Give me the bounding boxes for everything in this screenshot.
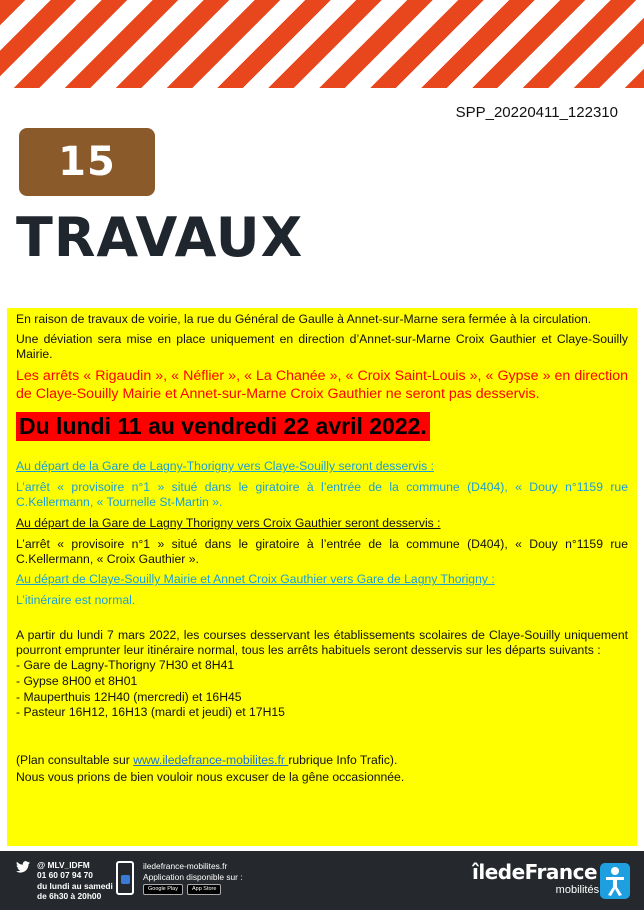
section1-text: L’arrêt « provisoire n°1 » situé dans le giratoire à l’entrée de la commune (D404), « Douy n°1159 rue C.Kellermann, « Tournelle St-Martin ». — [16, 480, 628, 510]
departure-item: - Pasteur 16H12, 16H13 (mardi et jeudi) et 17H15 — [16, 705, 285, 720]
plan-text — [16, 753, 628, 768]
site-info — [143, 861, 243, 882]
section3-heading: Au départ de Claye-Souilly Mairie et Annet Croix Gauthier vers Gare de Lagny Thorigny : — [16, 572, 495, 587]
app-available-text: Application disponible sur : — [143, 871, 243, 882]
smartphone-icon — [116, 861, 134, 895]
reference-code: SPP_20220411_122310 — [455, 104, 618, 121]
section2-text: L’arrêt « provisoire n°1 » situé dans le giratoire à l’entrée de la commune (D404), « Douy n°1159 rue C.Kellermann, « Croix Gauthier ». — [16, 537, 628, 567]
brand-ile: île — [472, 860, 498, 884]
phone-number: 01 60 07 94 70 — [37, 870, 93, 881]
app-store-badge[interactable]: App Store — [187, 884, 221, 895]
plan-prefix: (Plan consultable sur — [16, 752, 134, 767]
stops-not-served-text: Les arrêts « Rigaudin », « Néflier », « La Chanée », « Croix Saint-Louis », « Gypse » en direction de Claye-Souilly Mairie et Annet-sur-Marne Croix Gauthier ne seront pas desservis. — [16, 368, 628, 403]
brand-france: France — [524, 860, 598, 884]
departures-list — [16, 658, 628, 720]
departure-item: - Mauperthuis 12H40 (mercredi) et 16H45 — [16, 689, 242, 704]
section2-heading: Au départ de la Gare de Lagny Thorigny vers Croix Gauthier seront desservis : — [16, 516, 441, 531]
plan-suffix: rubrique Info Trafic). — [288, 752, 398, 767]
line-number: 15 — [58, 139, 116, 185]
apology-text: Nous vous prions de bien vouloir nous excuser de la gêne occasionnée. — [16, 769, 405, 784]
brand-logo — [472, 860, 600, 896]
brand-de: de — [497, 860, 525, 884]
brand-subtitle: mobilités — [555, 884, 600, 896]
deviation-text: Une déviation sera mise en place uniquement en direction d’Annet-sur-Marne Croix Gauthier et Claye-Souilly Mairie. — [16, 332, 628, 361]
website-link[interactable]: www.iledefrance-mobilites.fr — [133, 752, 289, 767]
twitter-icon[interactable] — [16, 861, 30, 873]
page-title: TRAVAUX — [16, 206, 304, 269]
departure-item: - Gare de Lagny-Thorigny 7H30 et 8H41 — [16, 658, 235, 673]
intro-text: En raison de travaux de voirie, la rue du Général de Gaulle à Annet-sur-Marne sera fermée à la circulation. — [16, 312, 592, 326]
mobility-person-icon — [600, 863, 630, 899]
google-play-badge[interactable]: Google Play — [143, 884, 183, 895]
hours-line-2: de 6h30 à 20h00 — [37, 890, 102, 901]
footer — [0, 851, 644, 910]
warning-stripes-banner — [0, 0, 644, 88]
hours-line-1: du lundi au samedi — [37, 880, 113, 891]
school-text: A partir du lundi 7 mars 2022, les courses desservant les établissements scolaires de Claye-Souilly uniquement pourront emprunter leur itinéraire normal, tous les arrêts habituels seront desservis sur les départs suivants : — [16, 628, 628, 658]
section3-text: L’itinéraire est normal. — [16, 593, 136, 608]
store-badges — [143, 884, 221, 895]
line-badge — [19, 128, 155, 196]
site-url[interactable]: iledefrance-mobilites.fr — [143, 861, 228, 871]
contact-info — [37, 860, 113, 901]
twitter-handle[interactable]: @ MLV_IDFM — [37, 860, 90, 870]
period-banner: Du lundi 11 au vendredi 22 avril 2022. — [16, 412, 430, 441]
notice-box — [7, 308, 637, 846]
departure-item: - Gypse 8H00 et 8H01 — [16, 673, 138, 688]
section1-heading: Au départ de la Gare de Lagny-Thorigny vers Claye-Souilly seront desservis : — [16, 459, 434, 474]
